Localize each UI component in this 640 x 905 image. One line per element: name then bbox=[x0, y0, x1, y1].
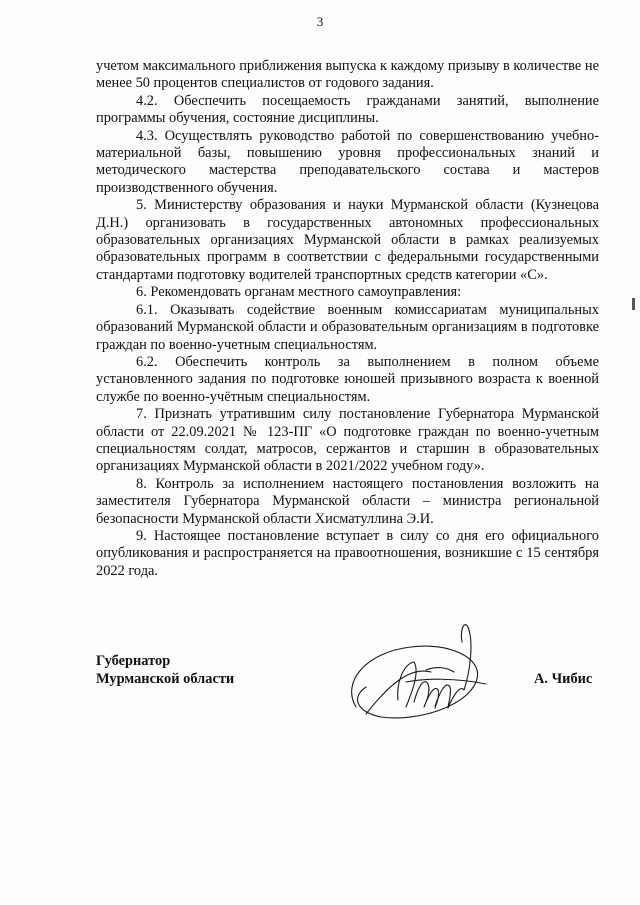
signatory-name: А. Чибис bbox=[534, 671, 593, 687]
scan-edge-mark bbox=[632, 298, 635, 310]
paragraph-5: 5. Министерству образования и науки Мурманской области (Кузнецова Д.Н.) организовать в государственных автономных профессиональных образовательных организациях Мурманской области в рамках реализуемых образовательных программ в соответствии с федеральными государственными стандартами подготовку водителей транспортных средств категории «С». bbox=[96, 197, 599, 283]
page-number: 3 bbox=[316, 14, 324, 29]
paragraph-4-2: 4.2. Обеспечить посещаемость гражданами занятий, выполнение программы обучения, состояние дисциплины. bbox=[96, 92, 599, 127]
handwritten-signature bbox=[336, 612, 526, 742]
paragraph-4-3: 4.3. Осуществлять руководство работой по совершенствованию учебно-материальной базы, повышению уровня профессиональных знаний и методического мастерства преподавательского состава и мастеров производственного обучения. bbox=[96, 127, 599, 196]
paragraph-6-2: 6.2. Обеспечить контроль за выполнением в полном объеме установленного задания по подготовке юношей призывного возраста к военной службе по военно-учётным специальностям. bbox=[96, 353, 599, 405]
paragraph-7: 7. Признать утратившим силу постановление Губернатора Мурманской области от 22.09.2021 № 123-ПГ «О подготовке граждан по военно-учетным специальностям солдат, матросов, сержантов и старшин в образовательных организациях Мурманской области в 2021/2022 учебном году». bbox=[96, 406, 599, 475]
signatory-title-line2: Мурманской области bbox=[96, 671, 235, 687]
paragraph-4-1-continuation: учетом максимального приближения выпуска к каждому призыву в количестве не менее 50 процентов специалистов от годового задания. bbox=[96, 58, 599, 92]
signatory-title bbox=[96, 652, 234, 688]
paragraph-9: 9. Настоящее постановление вступает в силу со дня его официального опубликования и распространяется на правоотношения, возникшие с 15 сентября 2022 года. bbox=[96, 527, 599, 579]
signatory-title-line1: Губернатор bbox=[96, 653, 171, 669]
paragraph-8: 8. Контроль за исполнением настоящего постановления возложить на заместителя Губернатора Мурманской области – министра региональной безопасности Мурманской области Хисматуллина Э.И. bbox=[96, 475, 599, 527]
document-body bbox=[96, 58, 599, 580]
paragraph-6: 6. Рекомендовать органам местного самоуправления: bbox=[136, 284, 462, 301]
paragraph-6-1: 6.1. Оказывать содействие военным комиссариатам муниципальных образований Мурманской области и образовательным организациям в подготовке граждан по военно-учетным специальностям. bbox=[96, 301, 599, 353]
